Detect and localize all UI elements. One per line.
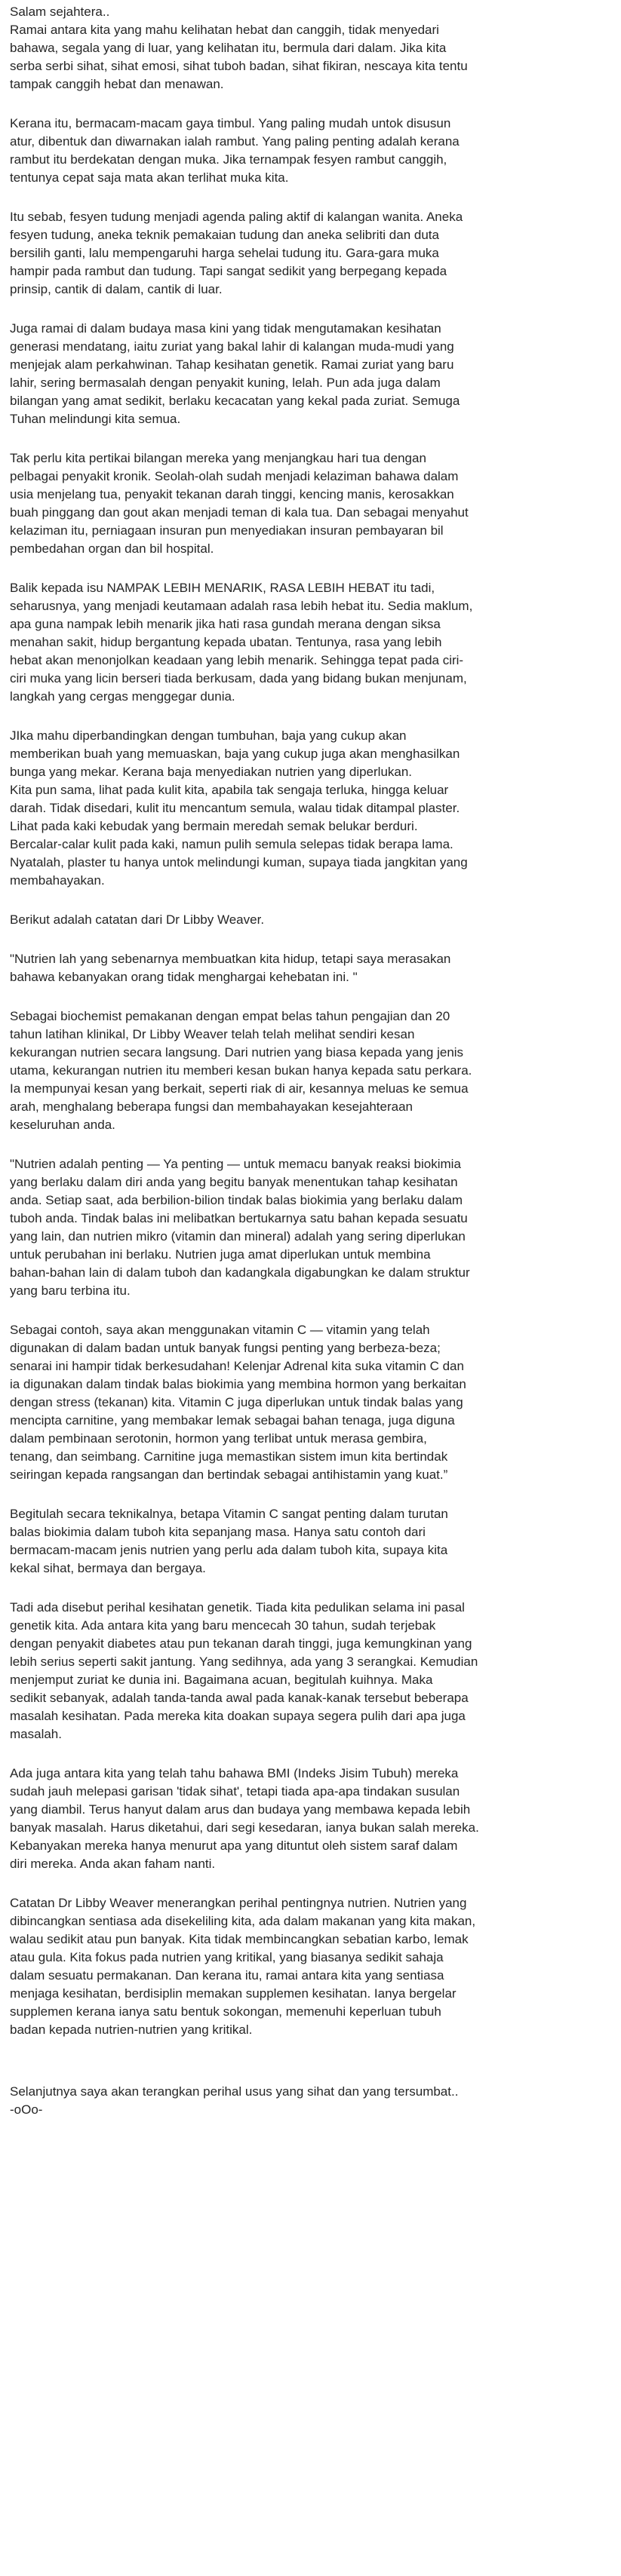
paragraph: [10, 208, 617, 299]
paragraph-line: dengan penyakit diabetes atau pun tekanan darah tinggi, juga kemungkinan yang: [10, 1636, 472, 1651]
paragraph-line: atur, dibentuk dan diwarnakan ialah rambut. Yang paling penting adalah kerana: [10, 134, 460, 149]
paragraph-line: Salam sejahtera..: [10, 5, 110, 19]
paragraph-line: atau gula. Kita fokus pada nutrien yang kritikal, yang biasanya sedikit sahaja: [10, 1950, 444, 1964]
paragraph-line: Nyatalah, plaster tu hanya untok melindungi kuman, supaya tiada jangkitan yang: [10, 855, 468, 869]
paragraph-line: menahan sakit, hidup bergantung kepada ubatan. Tentunya, rasa yang lebih: [10, 635, 442, 649]
paragraph: [10, 579, 617, 706]
paragraph-line: yang diambil. Terus hanyut dalam arus dan budaya yang membawa kepada lebih: [10, 1802, 471, 1817]
paragraph-line: ia digunakan dalam tindak balas biokimia yang membina hormon yang berkaitan: [10, 1377, 466, 1391]
paragraph-line: Sebagai biochemist pemakanan dengan empat belas tahun pengajian dan 20: [10, 1009, 450, 1023]
paragraph-line: digunakan di dalam badan untuk banyak fungsi penting yang berbeza-beza;: [10, 1341, 441, 1355]
paragraph-line: lebih serius seperti sakit jantung. Yang sedihnya, ada yang 3 serangkai. Kemudian: [10, 1654, 478, 1669]
paragraph-line: dengan stress (tekanan) kita. Vitamin C juga diperlukan untuk tindak balas yang: [10, 1395, 463, 1409]
paragraph: [10, 1599, 617, 1743]
paragraph-line: sudah jauh melepasi garisan 'tidak sihat', tetapi tiada apa-apa tindakan susulan: [10, 1784, 460, 1799]
paragraph: [10, 1155, 617, 1300]
paragraph-line: -oOo-: [10, 2102, 43, 2117]
paragraph-line: yang lain, dan nutrien mikro (vitamin dan mineral) adalah yang sering diperlukan: [10, 1229, 466, 1244]
paragraph-line: seharusnya, yang menjadi keutamaan adalah rasa lebih hebat itu. Sedia maklum,: [10, 599, 473, 613]
paragraph-line: kekurangan nutrien secara langsung. Dari nutrien yang biasa kepada yang jenis: [10, 1045, 464, 1060]
paragraph-line: Catatan Dr Libby Weaver menerangkan perihal pentingnya nutrien. Nutrien yang: [10, 1896, 467, 1910]
paragraph-line: seiringan kepada rangsangan dan bertindak sebagai antihistamin yang kuat.”: [10, 1467, 448, 1482]
paragraph-line: membahayakan.: [10, 873, 105, 888]
paragraph-line: badan kepada nutrien-nutrien yang kritikal.: [10, 2022, 253, 2037]
paragraph-line: tentunya cepat saja mata akan terlihat muka kita.: [10, 170, 289, 185]
paragraph-line: tampak canggih hebat dan menawan.: [10, 77, 224, 91]
paragraph-line: "Nutrien adalah penting — Ya penting — untuk memacu banyak reaksi biokimia: [10, 1157, 461, 1171]
paragraph-line: menjejak alam perkahwinan. Tahap kesihatan genetik. Ramai zuriat yang baru: [10, 357, 454, 372]
paragraph-line: menjaga kesihatan, berdisiplin memakan supplemen kesihatan. Ianya bergelar: [10, 1986, 457, 2001]
paragraph-line: hampir pada rambut dan tudung. Tapi sangat sedikit yang berpegang kepada: [10, 264, 447, 278]
paragraph-line: Ramai antara kita yang mahu kelihatan hebat dan canggih, tidak menyedari: [10, 23, 439, 37]
paragraph-line: rambut itu berdekatan dengan muka. Jika ternampak fesyen rambut canggih,: [10, 152, 447, 167]
paragraph-line: generasi mendatang, iaitu zuriat yang bakal lahir di kalangan muda-mudi yang: [10, 339, 454, 354]
paragraph-line: Tuhan melindungi kita semua.: [10, 412, 181, 426]
paragraph-line: banyak masalah. Harus diketahui, dari segi kesedaran, ianya bukan salah mereka.: [10, 1820, 479, 1835]
paragraph-line: Selanjutnya saya akan terangkan perihal usus yang sihat dan yang tersumbat..: [10, 2084, 459, 2099]
paragraph-line: Sebagai contoh, saya akan menggunakan vitamin C — vitamin yang telah: [10, 1323, 430, 1337]
paragraph-line: apa guna nampak lebih menarik jika hati rasa gundah merana dengan siksa: [10, 617, 441, 631]
paragraph-line: bilangan yang amat sedikit, berlaku kecacatan yang kekal pada zuriat. Semuga: [10, 394, 460, 408]
paragraph-line: supplemen kerana ianya satu bentuk sokongan, memenuhi keperluan tubuh: [10, 2004, 441, 2019]
paragraph: [10, 1007, 617, 1134]
paragraph-line: pembedahan organ dan bil hospital.: [10, 541, 214, 556]
paragraph-line: fesyen tudung, aneka teknik pemakaian tudung dan aneka selibriti dan duta: [10, 228, 439, 242]
paragraph-line: kelaziman itu, perniagaan insuran pun menyediakan insuran pembayaran bil: [10, 523, 444, 538]
paragraph-line: buah pinggang dan gout akan menjadi teman di kala tua. Dan sebagai menyahut: [10, 505, 469, 520]
paragraph-line: tahun latihan klinikal, Dr Libby Weaver telah telah melihat sendiri kesan: [10, 1027, 415, 1041]
paragraph-line: utama, kekurangan nutrien itu memberi kesan bukan hanya kepada satu perkara.: [10, 1063, 472, 1078]
paragraph-line: Juga ramai di dalam budaya masa kini yang tidak mengutamakan kesihatan: [10, 321, 441, 336]
paragraph-line: diri mereka. Anda akan faham nanti.: [10, 1857, 216, 1871]
paragraph-line: serba serbi sihat, sihat emosi, sihat tuboh badan, sihat fikiran, nescaya kita tentu: [10, 59, 468, 73]
paragraph-line: Tak perlu kita pertikai bilangan mereka yang menjangkau hari tua dengan: [10, 451, 426, 465]
paragraph: [10, 115, 617, 187]
paragraph-line: bahawa kebanyakan orang tidak menghargai kehebatan ini. ": [10, 970, 358, 984]
paragraph-line: Ia mempunyai kesan yang berkait, seperti riak di air, kesannya meluas ke semua: [10, 1081, 469, 1096]
paragraph: [10, 1894, 617, 2039]
paragraph-line: dalam sesuatu permakanan. Dan kerana itu, ramai antara kita yang sentiasa: [10, 1968, 444, 1983]
paragraph-line: Ada juga antara kita yang telah tahu bahawa BMI (Indeks Jisim Tubuh) mereka: [10, 1766, 459, 1780]
paragraph-line: lahir, sering bermasalah dengan penyakit kuning, lelah. Pun ada juga dalam: [10, 376, 441, 390]
paragraph: [10, 727, 617, 890]
paragraph-line: Balik kepada isu NAMPAK LEBIH MENARIK, RASA LEBIH HEBAT itu tadi,: [10, 581, 435, 595]
paragraph-line: balas biokimia dalam tuboh kita sepanjang masa. Hanya satu contoh dari: [10, 1525, 426, 1539]
paragraph-line: yang berlaku dalam diri anda yang begitu banyak menentukan tahap kesihatan: [10, 1175, 458, 1189]
paragraph-line: bahan-bahan lain di dalam tuboh dan kadangkala digabungkan ke dalam struktur: [10, 1265, 470, 1280]
paragraph-line: darah. Tidak disedari, kulit itu mencantum semula, walau tidak ditampal plaster.: [10, 801, 460, 815]
paragraph-line: Berikut adalah catatan dari Dr Libby Weaver.: [10, 912, 265, 927]
paragraph-line: dibincangkan sentiasa ada disekeliling kita, ada dalam makanan yang kita makan,: [10, 1914, 476, 1928]
paragraph: [10, 449, 617, 558]
paragraph-line: arah, menghalang beberapa fungsi dan membahayakan kesejahteraan: [10, 1099, 413, 1114]
paragraph-line: Kebanyakan mereka hanya menurut apa yang dituntut oleh sistem saraf dalam: [10, 1838, 458, 1853]
paragraph-line: sedikit sebanyak, adalah tanda-tanda awal pada kanak-kanak tersebut beberapa: [10, 1691, 469, 1705]
paragraph-line: masalah.: [10, 1727, 62, 1741]
paragraph: [10, 2083, 617, 2119]
paragraph-line: Kerana itu, bermacam-macam gaya timbul. Yang paling mudah untok disusun: [10, 116, 451, 130]
paragraph-line: keseluruhan anda.: [10, 1118, 115, 1132]
paragraph-line: Itu sebab, fesyen tudung menjadi agenda paling aktif di kalangan wanita. Aneka: [10, 210, 463, 224]
paragraph-line: bermacam-macam jenis nutrien yang perlu ada dalam tuboh kita, supaya kita: [10, 1543, 448, 1557]
paragraph-line: "Nutrien lah yang sebenarnya membuatkan kita hidup, tetapi saya merasakan: [10, 952, 451, 966]
paragraph: [10, 950, 617, 986]
paragraph-line: prinsip, cantik di dalam, cantik di luar.: [10, 282, 223, 296]
paragraph-line: bahawa, segala yang di luar, yang kelihatan itu, bermula dari dalam. Jika kita: [10, 41, 447, 55]
paragraph: [10, 1765, 617, 1873]
article-body: [10, 3, 617, 2140]
paragraph-line: Begitulah secara teknikalnya, betapa Vitamin C sangat penting dalam turutan: [10, 1507, 448, 1521]
paragraph: [10, 320, 617, 428]
paragraph-line: mencipta carnitine, yang membakar lemak sebagai bahan tenaga, juga diguna: [10, 1413, 455, 1428]
paragraph: [10, 911, 617, 929]
paragraph-line: JIka mahu diperbandingkan dengan tumbuhan, baja yang cukup akan: [10, 728, 407, 743]
paragraph-line: hebat akan menonjolkan keadaan yang lebih menarik. Sehingga tepat pada ciri-: [10, 653, 464, 667]
paragraph-line: usia menjelang tua, penyakit tekanan darah tinggi, kencing manis, kerosakkan: [10, 487, 454, 501]
paragraph-line: bunga yang mekar. Kerana baja menyediakan nutrien yang diperlukan.: [10, 765, 413, 779]
paragraph-line: tenang, dan seimbang. Carnitine juga memastikan sistem imun kita bertindak: [10, 1449, 448, 1464]
paragraph-line: kekal sihat, bermaya dan bergaya.: [10, 1561, 206, 1575]
paragraph-line: Lihat pada kaki kebudak yang bermain meredah semak belukar berduri.: [10, 819, 418, 833]
paragraph-line: langkah yang cergas menggegar dunia.: [10, 689, 235, 704]
paragraph: [10, 3, 617, 94]
paragraph: [10, 1505, 617, 1578]
paragraph-line: Kita pun sama, lihat pada kulit kita, apabila tak sengaja terluka, hingga keluar: [10, 783, 449, 797]
paragraph-line: senarai ini hampir tidak berkesudahan! Kelenjar Adrenal kita suka vitamin C dan: [10, 1359, 464, 1373]
paragraph-line: tuboh anda. Tindak balas ini melibatkan bertukarnya satu bahan kepada sesuatu: [10, 1211, 468, 1225]
paragraph-line: masalah kesihatan. Pada mereka kita doakan supaya segera pulih dari apa juga: [10, 1709, 466, 1723]
paragraph-line: genetik kita. Ada antara kita yang baru mencecah 30 tahun, sudah terjebak: [10, 1618, 436, 1633]
paragraph-line: memberikan buah yang memuaskan, baja yang cukup juga akan menghasilkan: [10, 747, 460, 761]
paragraph-line: menjemput zuriat ke dunia ini. Bagaimana acuan, begitulah kuihnya. Maka: [10, 1673, 433, 1687]
paragraph-line: dalam pembinaan serotonin, hormon yang terlibat untuk merasa gembira,: [10, 1431, 427, 1446]
paragraph-line: Bercalar-calar kulit pada kaki, namun pulih semula selepas tidak berapa lama.: [10, 837, 453, 851]
paragraph-line: yang baru terbina itu.: [10, 1283, 131, 1298]
paragraph-line: ciri muka yang licin berseri tiada berkusam, dada yang bidang bukan menjunam,: [10, 671, 467, 685]
paragraph-line: untuk perubahan ini berlaku. Nutrien juga amat diperlukan untuk membina: [10, 1247, 431, 1262]
paragraph-line: pelbagai penyakit kronik. Seolah-olah sudah menjadi kelaziman bahawa dalam: [10, 469, 459, 483]
paragraph-line: anda. Setiap saat, ada berbilion-bilion tindak balas biokimia yang berlaku dalam: [10, 1193, 463, 1207]
paragraph-line: bersilih ganti, lalu mempengaruhi harga sehelai tudung itu. Gara-gara muka: [10, 246, 439, 260]
paragraph: [10, 1321, 617, 1484]
paragraph-line: walau sedikit atau pun banyak. Kita tidak membincangkan sebatian karbo, lemak: [10, 1932, 469, 1946]
paragraph-line: Tadi ada disebut perihal kesihatan genetik. Tiada kita pedulikan selama ini pasal: [10, 1600, 465, 1615]
